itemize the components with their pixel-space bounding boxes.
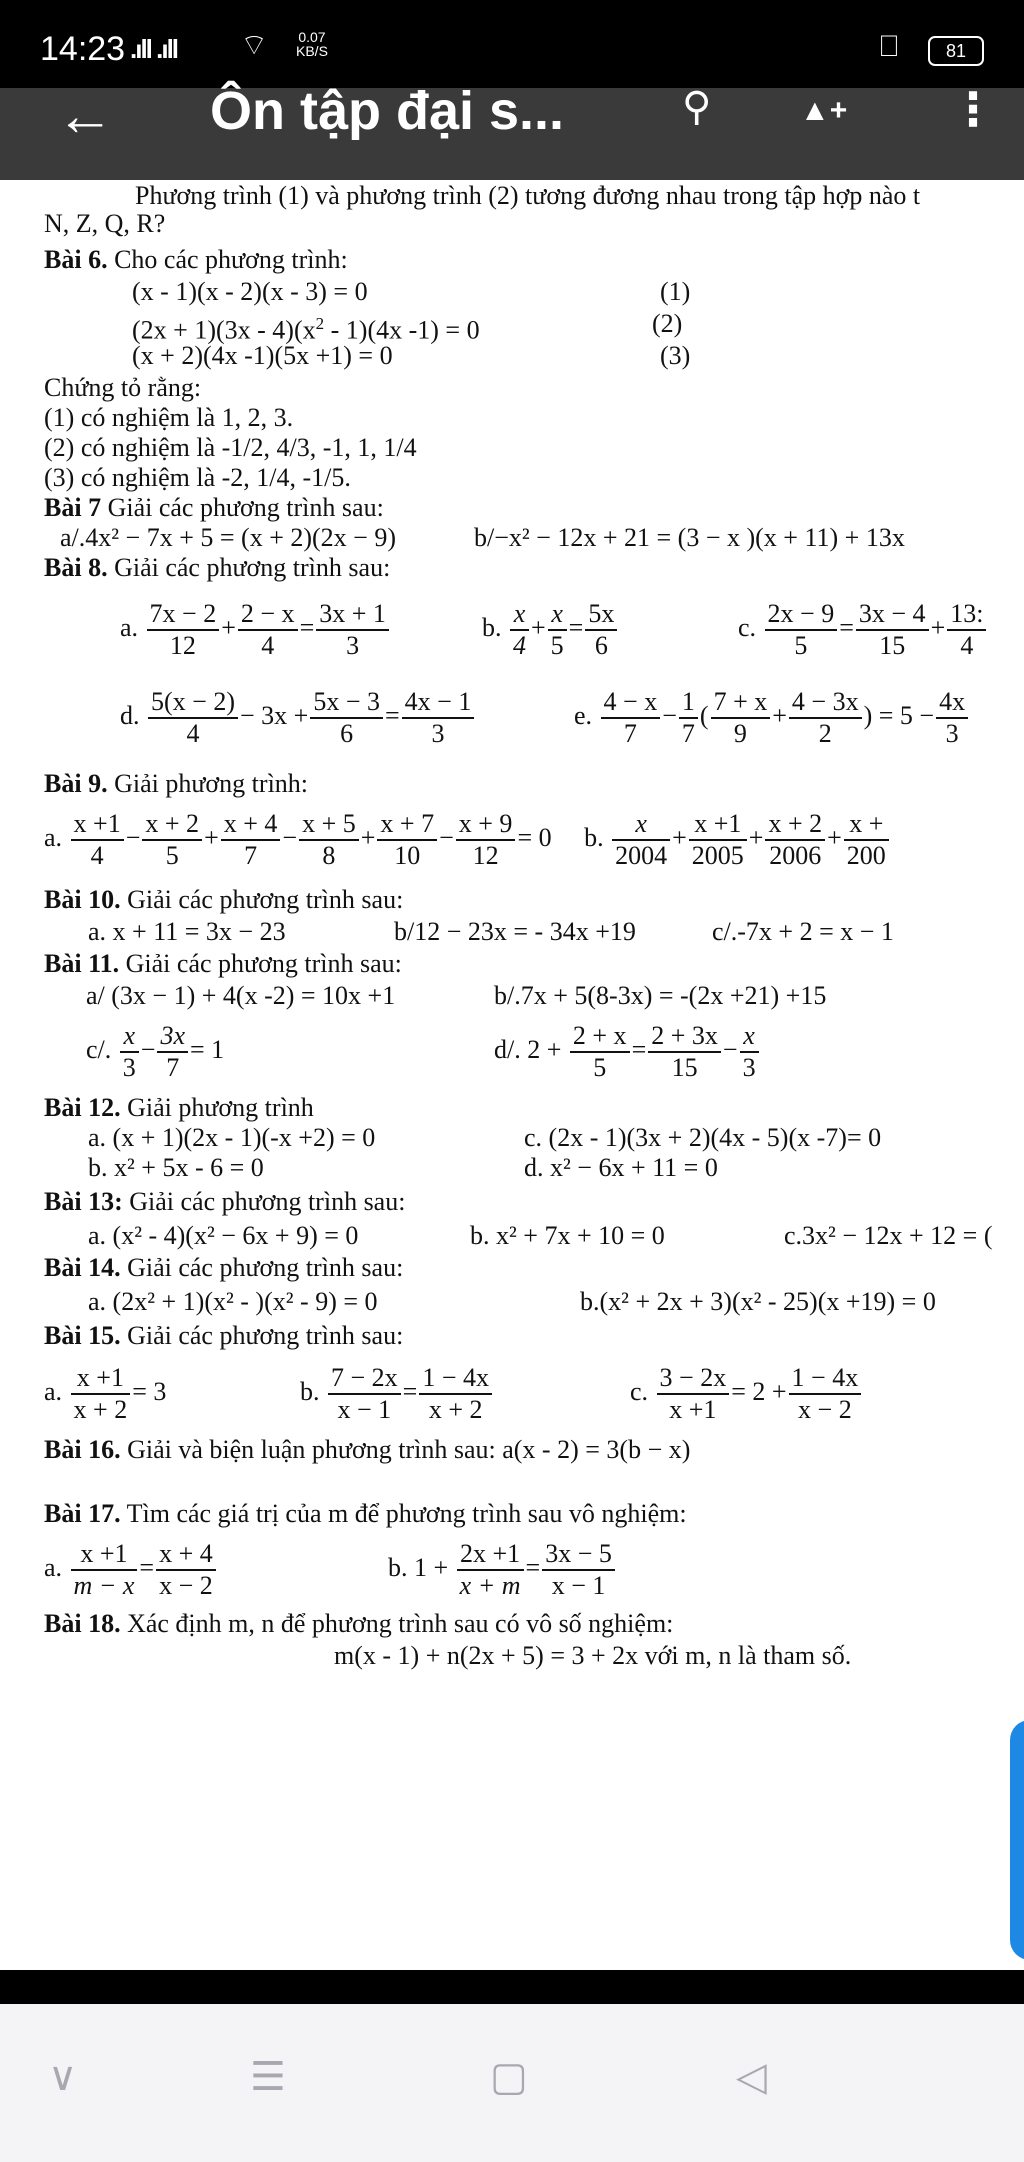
fraction <box>844 809 889 871</box>
operator: ) = 5 − <box>863 701 935 730</box>
back-icon[interactable]: ◁ <box>736 2054 767 2100</box>
denominator: 6 <box>594 631 608 661</box>
more-options-icon[interactable]: ⋮ <box>950 83 996 135</box>
exercise-17-b: b. 1 + $\frac{2x +1}{x + m}$ = $\frac{3x - 5}{x - 1}$ <box>388 1530 617 1606</box>
fraction <box>585 599 617 661</box>
exercise-16-heading <box>44 1434 690 1466</box>
fraction <box>402 687 475 749</box>
denominator: 15 <box>879 631 906 661</box>
exercise-7-text: Giải các phương trình sau: <box>107 493 384 522</box>
item-label: a. <box>44 823 63 852</box>
numerator: 2 + x <box>570 1021 630 1053</box>
fraction <box>120 1021 139 1083</box>
denominator: 7 <box>681 719 695 749</box>
exercise-6-heading <box>44 244 348 276</box>
numerator: x + 4 <box>156 1539 216 1571</box>
battery-icon: 81 <box>928 36 984 66</box>
denominator: 4 <box>513 631 526 661</box>
fraction <box>457 1539 524 1601</box>
denominator: 4 <box>186 719 200 749</box>
fraction <box>456 809 516 871</box>
intro-line-1: Phương trình (1) và phương trình (2) tương đương nhau trong tập hợp nào t <box>135 181 921 210</box>
exercise-8-a: a. $\frac{7x - 2}{12}$ + $\frac{2 - x}{4}$ = $\frac{3x + 1}{3}$ <box>120 590 391 666</box>
numerator: 3x + 1 <box>316 599 389 631</box>
exercise-15-c <box>630 1354 863 1430</box>
numerator: x + 5 <box>299 809 359 841</box>
denominator: 4 <box>90 841 104 871</box>
denominator: 2005 <box>691 841 744 871</box>
exercise-6-eq2-number: (2) <box>652 309 683 338</box>
numerator: x <box>510 599 529 631</box>
denominator: 12 <box>472 841 499 871</box>
denominator: 5 <box>593 1053 607 1083</box>
exercise-8-e: e. $\frac{4 - x}{7}$ − $\frac{1}{7}$ ( $\frac{7 + x}{9}$ + $\frac{4 - 3x}{2}$ ) = 5 − $\frac{4x}{3}$ <box>574 678 1024 754</box>
status-bar <box>0 0 1024 88</box>
exercise-11-a: a/ (3x − 1) + 4(x -2) = 10x +1 <box>86 981 396 1010</box>
numerator: x +1 <box>71 809 124 841</box>
numerator: 4x <box>936 687 968 719</box>
fraction <box>612 809 670 871</box>
numerator: x <box>740 1021 759 1053</box>
numerator: 2 − x <box>238 599 298 631</box>
exercise-15-title: Bài 15. <box>44 1321 121 1350</box>
exercise-14-a: a. (2x² + 1)(x² - )(x² - 9) = 0 <box>88 1287 378 1316</box>
fraction <box>419 1363 492 1425</box>
numerator: 1 − 4x <box>419 1363 492 1395</box>
exercise-12-c: c. (2x - 1)(3x + 2)(4x - 5)(x -7)= 0 <box>524 1123 882 1152</box>
exercise-17-heading <box>44 1498 687 1530</box>
exercise-14-b: b.(x² + 2x + 3)(x² - 25)(x +19) = 0 <box>580 1287 936 1316</box>
exercise-9-equations: a. $\frac{x +1}{4}$ − $\frac{x + 2}{5}$ + $\frac{x + 4}{7}$ − $\frac{x + 5}{8}$ + $\frac{x + 7}{10}$ − $\frac{x + 9}{12}$ = 0 b. $\frac{x}{2004}$ + $\frac{x +1}{2005}$ + $\frac{x + 2}{2006}$ + $\frac{x +}{200}$ <box>44 800 1024 876</box>
exercise-12-d: d. x² − 6x + 11 = 0 <box>524 1153 718 1182</box>
denominator: 7 <box>166 1053 180 1083</box>
denominator: x + 2 <box>73 1395 128 1425</box>
exercise-6-claim-3: (3) có nghiệm là -2, 1/4, -1/5. <box>44 463 351 492</box>
numerator: 7x − 2 <box>147 599 220 631</box>
numerator: 2x − 9 <box>765 599 838 631</box>
intro-line-2: N, Z, Q, R? <box>44 209 166 238</box>
exercise-8-b: b. $\frac{x}{4}$ + $\frac{x}{5}$ = $\frac{5x}{6}$ <box>482 590 619 666</box>
equals-one: = 1 <box>189 1035 225 1064</box>
numerator: x + 4 <box>221 809 281 841</box>
exercise-10-heading <box>44 884 403 916</box>
denominator: x + 2 <box>428 1395 483 1425</box>
numerator: 5x <box>585 599 617 631</box>
recent-apps-icon[interactable]: ☰ <box>250 2054 286 2100</box>
numerator: 2 + 3x <box>648 1021 721 1053</box>
exercise-6-eq1: (x - 1)(x - 2)(x - 3) = 0 <box>132 277 368 306</box>
numerator: 1 <box>679 687 698 719</box>
fraction <box>71 1363 131 1425</box>
denominator: 3 <box>431 719 445 749</box>
numerator: 13: <box>947 599 986 631</box>
item-label: b. <box>300 1377 320 1406</box>
fraction <box>765 599 838 661</box>
exercise-17-a: a. $\frac{x +1}{m - x}$ = $\frac{x + 4}{x - 2}$ <box>44 1530 218 1606</box>
item-label: a. <box>44 1553 63 1582</box>
denominator: 7 <box>244 841 258 871</box>
denominator: m − x <box>73 1571 135 1601</box>
item-label: a. <box>120 613 139 642</box>
denominator: 7 <box>623 719 637 749</box>
exercise-8-d: d. $\frac{5(x - 2)}{4}$ − 3x + $\frac{5x - 3}{6}$ = $\frac{4x - 1}{3}$ <box>120 678 476 754</box>
exercise-13-b: b. x² + 7x + 10 = 0 <box>470 1221 665 1250</box>
wifi-icon: ⌔ <box>240 29 269 62</box>
exercise-6-eq2-part1: (2x + 1)(3x - 4)(x <box>132 315 316 345</box>
fraction <box>316 599 389 661</box>
numerator: x +1 <box>689 809 747 841</box>
fraction <box>789 1363 862 1425</box>
numerator: 7 − 2x <box>328 1363 401 1395</box>
exercise-6-eq3-number: (3) <box>660 341 691 370</box>
numerator: x <box>120 1021 139 1053</box>
exercise-7-b: b/−x² − 12x + 21 = (3 − x )(x + 11) + 13x <box>474 523 905 552</box>
fraction <box>765 809 825 871</box>
operator: − 3x + <box>239 701 309 730</box>
exercise-9-title: Bài 9. <box>44 769 108 798</box>
item-label: a. <box>44 1377 63 1406</box>
denominator: x − 2 <box>798 1395 852 1425</box>
denominator: 5 <box>794 631 808 661</box>
item-label: b. <box>482 613 502 642</box>
exercise-6-claim-1: (1) có nghiệm là 1, 2, 3. <box>44 403 294 432</box>
document-page[interactable] <box>0 180 1024 1970</box>
exercise-8-text: Giải các phương trình sau: <box>114 553 391 582</box>
fraction <box>947 599 986 661</box>
numerator: 3 − 2x <box>657 1363 730 1395</box>
exercise-15-text: Giải các phương trình sau: <box>127 1321 404 1350</box>
numerator: x + 2 <box>765 809 825 841</box>
numerator: 5x − 3 <box>310 687 383 719</box>
numerator: x + 7 <box>377 809 437 841</box>
fraction <box>310 687 383 749</box>
exercise-13-c: c.3x² − 12x + 12 = ( <box>784 1221 993 1250</box>
exercise-15-b: b. $\frac{7 - 2x}{x - 1}$ = $\frac{1 - 4x}{x + 2}$ <box>300 1354 494 1430</box>
numerator: x <box>612 809 670 841</box>
numerator: 4x − 1 <box>402 687 475 719</box>
denominator: 10 <box>394 841 421 871</box>
denominator: 2006 <box>769 841 822 871</box>
network-speed-value: 0.07 <box>298 29 326 45</box>
exercise-16-title: Bài 16. <box>44 1435 121 1464</box>
exercise-7-a: a/.4x² − 7x + 5 = (x + 2)(2x − 9) <box>60 523 397 552</box>
fraction <box>221 809 281 871</box>
back-arrow-icon[interactable]: ← <box>56 83 114 148</box>
fraction <box>299 809 359 871</box>
exercise-9-text: Giải phương trình: <box>114 769 309 798</box>
item-label: b. 1 + <box>388 1553 449 1582</box>
item-label: c. <box>738 613 757 642</box>
exercise-6-eq3: (x + 2)(4x -1)(5x +1) = 0 <box>132 341 393 370</box>
exercise-18-text: Xác định m, n để phương trình sau có vô số nghiệm: <box>127 1609 674 1638</box>
fraction <box>147 599 220 661</box>
home-icon[interactable]: ▢ <box>490 2054 528 2100</box>
exercise-18-heading <box>44 1608 673 1640</box>
numerator: 1 − 4x <box>789 1363 862 1395</box>
fraction <box>679 687 698 749</box>
exercise-10-b: b/12 − 23x = - 34x +19 <box>394 917 636 946</box>
denominator: 15 <box>671 1053 698 1083</box>
system-nav-bar <box>0 2004 1024 2162</box>
exercise-17-title: Bài 17. <box>44 1499 121 1528</box>
exercise-14-text: Giải các phương trình sau: <box>127 1253 404 1282</box>
exercise-10-c: c/.-7x + 2 = x − 1 <box>712 917 894 946</box>
denominator: x +1 <box>669 1395 717 1425</box>
item-label: d/. 2 + <box>494 1035 562 1064</box>
exercise-7-title: Bài 7 <box>44 493 102 522</box>
exercise-11-c: c/. $\frac{x}{3}$ − $\frac{3x}{7}$ = 1 <box>86 1021 225 1083</box>
denominator: 3 <box>122 1053 136 1083</box>
denominator: 200 <box>846 841 886 871</box>
denominator: 8 <box>322 841 336 871</box>
fraction <box>156 1539 216 1601</box>
fraction <box>71 1539 138 1601</box>
numerator: x +1 <box>71 1539 138 1571</box>
item-label: e. <box>574 701 593 730</box>
exercise-15-a <box>44 1354 166 1430</box>
add-drive-icon[interactable]: ▲+ <box>800 94 848 127</box>
fraction <box>548 599 567 661</box>
exercise-13-heading <box>44 1186 405 1218</box>
denominator: 9 <box>733 719 747 749</box>
denominator: x − 1 <box>551 1571 606 1601</box>
chevron-down-icon[interactable]: ∨ <box>48 2054 78 2100</box>
exercise-15-heading <box>44 1320 403 1352</box>
exercise-6-eq2-part2: - 1)(4x -1) = 0 <box>324 315 480 345</box>
exercise-6-eq1-number: (1) <box>660 277 691 306</box>
denominator: 4 <box>261 631 275 661</box>
denominator: 3 <box>346 631 360 661</box>
item-label: c/. <box>86 1035 112 1064</box>
network-speed <box>296 30 328 58</box>
fraction <box>157 1021 188 1083</box>
exercise-11-text: Giải các phương trình sau: <box>125 949 402 978</box>
denominator: 2 <box>818 719 832 749</box>
numerator: 7 + x <box>711 687 771 719</box>
fraction <box>789 687 862 749</box>
exercise-16-text: Giải và biện luận phương trình sau: a(x - 2) = 3(b − x) <box>127 1435 691 1464</box>
fraction <box>71 809 124 871</box>
fraction <box>148 687 238 749</box>
fraction <box>328 1363 401 1425</box>
document-title: Ôn tập đại s... <box>210 81 565 141</box>
denominator: 4 <box>960 631 974 661</box>
clock: 14:23 <box>40 30 126 68</box>
exercise-10-title: Bài 10. <box>44 885 121 914</box>
exercise-6-text: Cho các phương trình: <box>114 245 348 274</box>
exercise-8-c: c. $\frac{2x - 9}{5}$ = $\frac{3x - 4}{15}$ + $\frac{13:}{4}$ <box>738 590 1024 666</box>
exercise-6-prove: Chứng tỏ rằng: <box>44 373 202 402</box>
exercise-17-text: Tìm các giá trị của m để phương trình sau vô nghiệm: <box>126 1499 687 1528</box>
numerator: 4 − x <box>601 687 661 719</box>
exercise-14-title: Bài 14. <box>44 1253 121 1282</box>
equals-three: = 3 <box>132 1377 167 1406</box>
fraction <box>711 687 771 749</box>
network-speed-unit: KB/S <box>296 43 328 59</box>
exercise-13-text: Giải các phương trình sau: <box>129 1187 406 1216</box>
exercise-10-text: Giải các phương trình sau: <box>127 885 404 914</box>
denominator: 3 <box>945 719 959 749</box>
scroll-handle[interactable] <box>1010 1720 1024 1960</box>
exercise-6-claim-2: (2) có nghiệm là -1/2, 4/3, -1, 1, 1/4 <box>44 433 417 462</box>
vibrate-icon: ⎕ <box>880 30 898 63</box>
exercise-14-heading <box>44 1252 403 1284</box>
item-label: d. <box>120 701 140 730</box>
numerator: 4 − 3x <box>789 687 862 719</box>
fraction <box>689 809 747 871</box>
denominator: 6 <box>340 719 354 749</box>
exercise-8-title: Bài 8. <box>44 553 108 582</box>
numerator: 5(x − 2) <box>148 687 238 719</box>
numerator: x +1 <box>71 1363 131 1395</box>
numerator: 3x − 4 <box>856 599 929 631</box>
numerator: 3x <box>157 1021 188 1053</box>
exponent: 2 <box>315 314 325 333</box>
fraction <box>238 599 298 661</box>
fraction <box>936 687 968 749</box>
exercise-11-heading <box>44 948 402 980</box>
fraction <box>542 1539 615 1601</box>
denominator: 5 <box>550 631 564 661</box>
denominator: x − 1 <box>337 1395 392 1425</box>
fraction <box>377 809 437 871</box>
operator: = 2 + <box>731 1377 787 1406</box>
item-label: b. <box>584 823 604 852</box>
fraction <box>570 1021 630 1083</box>
exercise-9-heading <box>44 768 308 800</box>
exercise-13-title: Bài 13: <box>44 1187 123 1216</box>
exercise-12-a: a. (x + 1)(2x - 1)(-x +2) = 0 <box>88 1123 376 1152</box>
denominator: 3 <box>742 1053 756 1083</box>
exercise-12-heading <box>44 1092 314 1124</box>
bottom-divider <box>0 1970 1024 2004</box>
denominator: 12 <box>169 631 196 661</box>
exercise-10-a: a. x + 11 = 3x − 23 <box>88 917 286 946</box>
fraction <box>856 599 929 661</box>
exercise-11-title: Bài 11. <box>44 949 120 978</box>
exercise-8-heading <box>44 552 390 584</box>
fraction <box>510 599 529 661</box>
fraction <box>657 1363 730 1425</box>
signal-icon: .ıll .ıll <box>130 34 178 64</box>
exercise-11-d: d/. 2 + $\frac{2 + x}{5}$ = $\frac{2 + 3x}{15}$ − $\frac{x}{3}$ <box>494 1012 761 1088</box>
exercise-13-a: a. (x² - 4)(x² − 6x + 9) = 0 <box>88 1221 359 1250</box>
item-label: c. <box>630 1377 649 1406</box>
exercise-12-b: b. x² + 5x - 6 = 0 <box>88 1153 264 1182</box>
equals-zero: = 0 <box>517 823 552 852</box>
denominator: x + m <box>459 1571 521 1601</box>
fraction <box>648 1021 721 1083</box>
numerator: 2x +1 <box>457 1539 524 1571</box>
exercise-18-title: Bài 18. <box>44 1609 121 1638</box>
numerator: x <box>548 599 567 631</box>
numerator: x + 2 <box>142 809 202 841</box>
numerator: 3x − 5 <box>542 1539 615 1571</box>
exercise-6-title: Bài 6. <box>44 245 108 274</box>
exercise-11-b: b/.7x + 5(8-3x) = -(2x +21) +15 <box>494 981 827 1010</box>
exercise-12-text: Giải phương trình <box>127 1093 314 1122</box>
fraction <box>740 1021 759 1083</box>
search-icon[interactable]: ⚲ <box>682 85 712 129</box>
app-bar <box>0 81 1024 180</box>
denominator: 2004 <box>615 841 668 871</box>
exercise-12-title: Bài 12. <box>44 1093 121 1122</box>
fraction <box>142 809 202 871</box>
exercise-18-equation: m(x - 1) + n(2x + 5) = 3 + 2x với m, n là tham số. <box>334 1641 852 1670</box>
numerator: x + 9 <box>456 809 516 841</box>
fraction <box>601 687 661 749</box>
denominator: x − 2 <box>159 1571 213 1601</box>
exercise-7-heading <box>44 492 384 524</box>
denominator: 5 <box>165 841 179 871</box>
numerator: x + <box>844 809 889 841</box>
